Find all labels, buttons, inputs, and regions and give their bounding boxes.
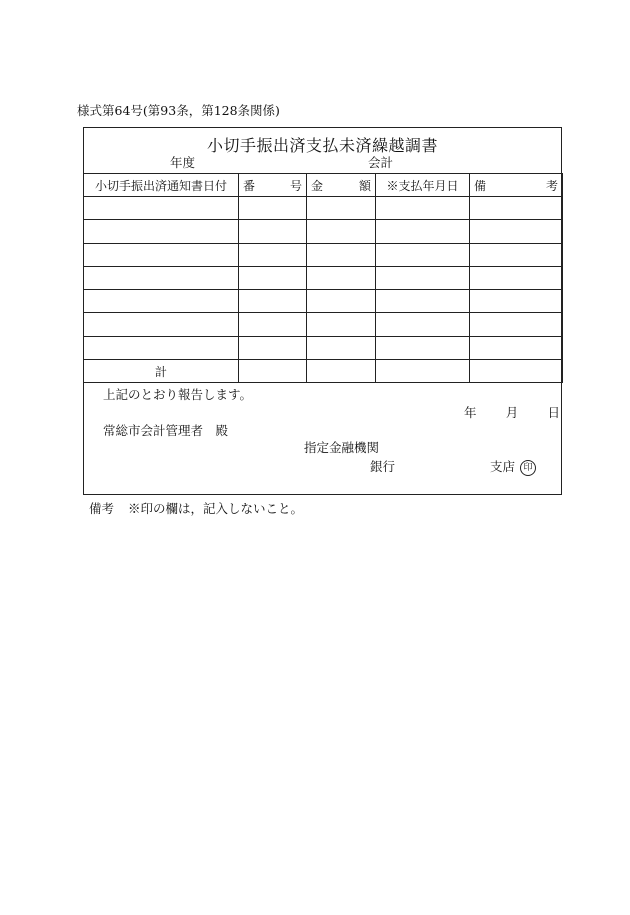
footnote bbox=[89, 499, 303, 517]
account-label: 会計 bbox=[368, 155, 394, 170]
month-label: 月 bbox=[505, 405, 519, 420]
report-date bbox=[464, 403, 560, 421]
addressee: 常総市会計管理者 殿 bbox=[103, 423, 229, 438]
table-row bbox=[84, 220, 563, 243]
designated-institution: 指定金融機関 bbox=[304, 440, 380, 455]
table-row bbox=[84, 336, 563, 359]
day-label: 日 bbox=[547, 405, 560, 420]
header-payment-date: ※支払年月日 bbox=[376, 174, 470, 197]
form-title: 小切手振出済支払未済繰越調書 bbox=[206, 136, 438, 155]
header-notice-date: 小切手振出済通知書日付 bbox=[84, 174, 239, 197]
table-row bbox=[84, 243, 563, 266]
footnote-text: ※印の欄は，記入しないこと。 bbox=[128, 501, 304, 516]
footnote-label: 備考 bbox=[89, 501, 115, 516]
form-number: 様式第64号(第93条，第128条関係) bbox=[77, 103, 280, 118]
seal-icon: 印 bbox=[520, 460, 536, 476]
table-header-row bbox=[84, 174, 563, 197]
table-row bbox=[84, 313, 563, 336]
fiscal-year-label: 年度 bbox=[170, 155, 196, 170]
total-row bbox=[84, 360, 563, 383]
year-label: 年 bbox=[464, 405, 477, 420]
total-label: 計 bbox=[84, 360, 239, 383]
header-amount: 金 額 bbox=[307, 174, 376, 197]
table-row bbox=[84, 266, 563, 289]
branch-label: 支店 印 bbox=[490, 457, 536, 476]
report-statement: 上記のとおり報告します。 bbox=[103, 387, 253, 402]
check-table bbox=[83, 173, 563, 383]
table-row bbox=[84, 197, 563, 220]
bank-label: 銀行 bbox=[370, 459, 396, 474]
header-remarks: 備 考 bbox=[470, 174, 563, 197]
header-number: 番 号 bbox=[239, 174, 307, 197]
table-row bbox=[84, 290, 563, 313]
form-frame bbox=[83, 127, 562, 495]
